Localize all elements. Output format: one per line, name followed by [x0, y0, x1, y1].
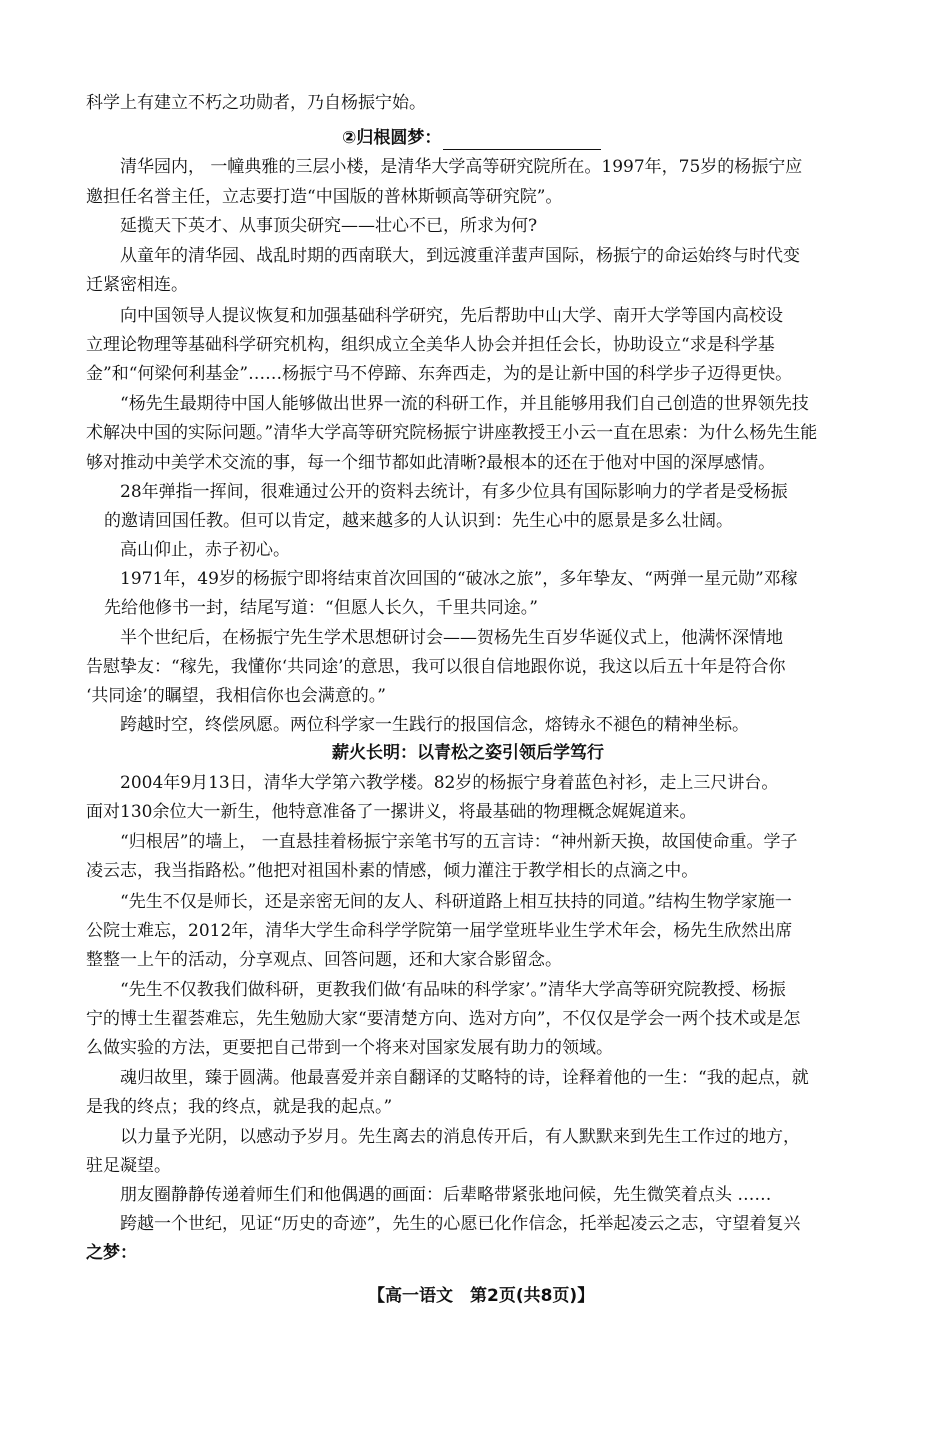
- text-line: ‘共同途’的瞩望，我相信你也会满意的。”: [86, 686, 386, 706]
- text-line: 整整一上午的活动，分享观点、回答问题，还和大家合影留念。: [86, 950, 562, 970]
- text-line: 高山仰止，赤子初心。: [120, 540, 290, 560]
- text-line: 魂归故里，臻于圆满。他最喜爱并亲自翻译的艾略特的诗，诠释着他的一生：“我的起点，就: [120, 1068, 809, 1088]
- section-heading-guigen: [342, 126, 601, 150]
- text-line: 延揽天下英才、从事顶尖研究——壮心不已，所求为何?: [120, 216, 538, 236]
- text-line: 邀担任名誉主任，立志要打造“中国版的普林斯顿高等研究院”。: [86, 187, 563, 207]
- section-heading-text: ②归根圆梦：: [342, 128, 442, 148]
- text-line: “先生不仅教我们做科研，更教我们做‘有品味的科学家’。”清华大学高等研究院教授、杨振: [120, 980, 786, 1000]
- text-line: 从童年的清华园、战乱时期的西南联大，到远渡重洋蜚声国际，杨振宁的命运始终与时代变: [120, 246, 800, 266]
- text-line: 28年弹指一挥间，很难通过公开的资料去统计，有多少位具有国际影响力的学者是受杨振: [120, 482, 788, 502]
- text-line: 跨越一个世纪，见证“历史的奇迹”，先生的心愿已化作信念，托举起凌云之志，守望着复兴: [120, 1214, 801, 1234]
- page-footer: 【高一语文 第2页(共8页)】: [368, 1286, 595, 1306]
- text-line: 科学上有建立不朽之功勋者，乃自杨振宁始。: [86, 93, 426, 113]
- text-line: 半个世纪后，在杨振宁先生学术思想研讨会——贺杨先生百岁华诞仪式上，他满怀深情地: [120, 628, 783, 648]
- text-line: 够对推动中美学术交流的事，每一个细节都如此清晰?最根本的还在于他对中国的深厚感情。: [86, 453, 776, 473]
- text-line: 跨越时空，终偿夙愿。两位科学家一生践行的报国信念，熔铸永不褪色的精神坐标。: [120, 715, 749, 735]
- answer-blank[interactable]: [443, 131, 601, 150]
- text-line: 金”和“何梁何利基金”……杨振宁马不停蹄、东奔西走，为的是让新中国的科学步子迈得更快。: [86, 364, 793, 384]
- text-line: 立理论物理等基础科学研究机构，组织成立全美华人协会并担任会长，协助设立“求是科学基: [86, 335, 775, 355]
- text-line: 2004年9月13日，清华大学第六教学楼。82岁的杨振宁身着蓝色衬衫，走上三尺讲台。: [120, 773, 779, 793]
- text-line-bold-tail: 之梦：: [86, 1243, 137, 1263]
- text-line: 驻足凝望。: [86, 1156, 171, 1176]
- text-line: 么做实验的方法，更要把自己带到一个将来对国家发展有助力的领域。: [86, 1038, 613, 1058]
- text-line: “杨先生最期待中国人能够做出世界一流的科研工作，并且能够用我们自己创造的世界领先技: [120, 394, 809, 414]
- text-line: 朋友圈静静传递着师生们和他偶遇的画面：后辈略带紧张地问候，先生微笑着点头 ……: [120, 1185, 772, 1205]
- text-line: 以力量予光阴，以感动予岁月。先生离去的消息传开后，有人默默来到先生工作过的地方，: [120, 1127, 800, 1147]
- text-line: “归根居”的墙上， 一直悬挂着杨振宁亲笔书写的五言诗：“神州新天换，故国使命重。学子: [120, 832, 798, 852]
- text-line: 1971年，49岁的杨振宁即将结束首次回国的“破冰之旅”，多年挚友、“两弹一星元勋”邓稼: [120, 569, 798, 589]
- text-line: 告慰挚友：“稼先，我懂你‘共同途’的意思，我可以很自信地跟你说，我这以后五十年是符合你: [86, 657, 786, 677]
- text-line: 是我的终点；我的终点，就是我的起点。”: [86, 1097, 393, 1117]
- text-line: 公院士难忘，2012年，清华大学生命科学学院第一届学堂班毕业生学术年会，杨先生欣然出席: [86, 921, 793, 941]
- text-line: 宁的博士生翟荟难忘，先生勉励大家“要清楚方向、选对方向”，不仅仅是学会一两个技术或是怎: [86, 1009, 801, 1029]
- text-line: 向中国领导人提议恢复和加强基础科学研究，先后帮助中山大学、南开大学等国内高校设: [120, 306, 783, 326]
- text-line: “先生不仅是师长，还是亲密无间的友人、科研道路上相互扶持的同道。”结构生物学家施一: [120, 892, 792, 912]
- text-line: 凌云志，我当指路松。”他把对祖国朴素的情感，倾力灌注于教学相长的点滴之中。: [86, 861, 699, 881]
- section-heading-xinhuo: 薪火长明：以青松之姿引领后学笃行: [332, 743, 604, 763]
- text-line: 清华园内， 一幢典雅的三层小楼，是清华大学高等研究院所在。1997年，75岁的杨振宁应: [120, 157, 803, 177]
- text-line: 术解决中国的实际问题。”清华大学高等研究院杨振宁讲座教授王小云一直在思索：为什么杨先生能: [86, 423, 818, 443]
- text-line: 的邀请回国任教。但可以肯定，越来越多的人认识到：先生心中的愿景是多么壮阔。: [104, 511, 733, 531]
- text-line: 面对130余位大一新生，他特意准备了一摞讲义，将最基础的物理概念娓娓道来。: [86, 802, 697, 822]
- text-line: 迁紧密相连。: [86, 275, 188, 295]
- text-line: 先给他修书一封，结尾写道：“但愿人长久，千里共同途。”: [104, 598, 538, 618]
